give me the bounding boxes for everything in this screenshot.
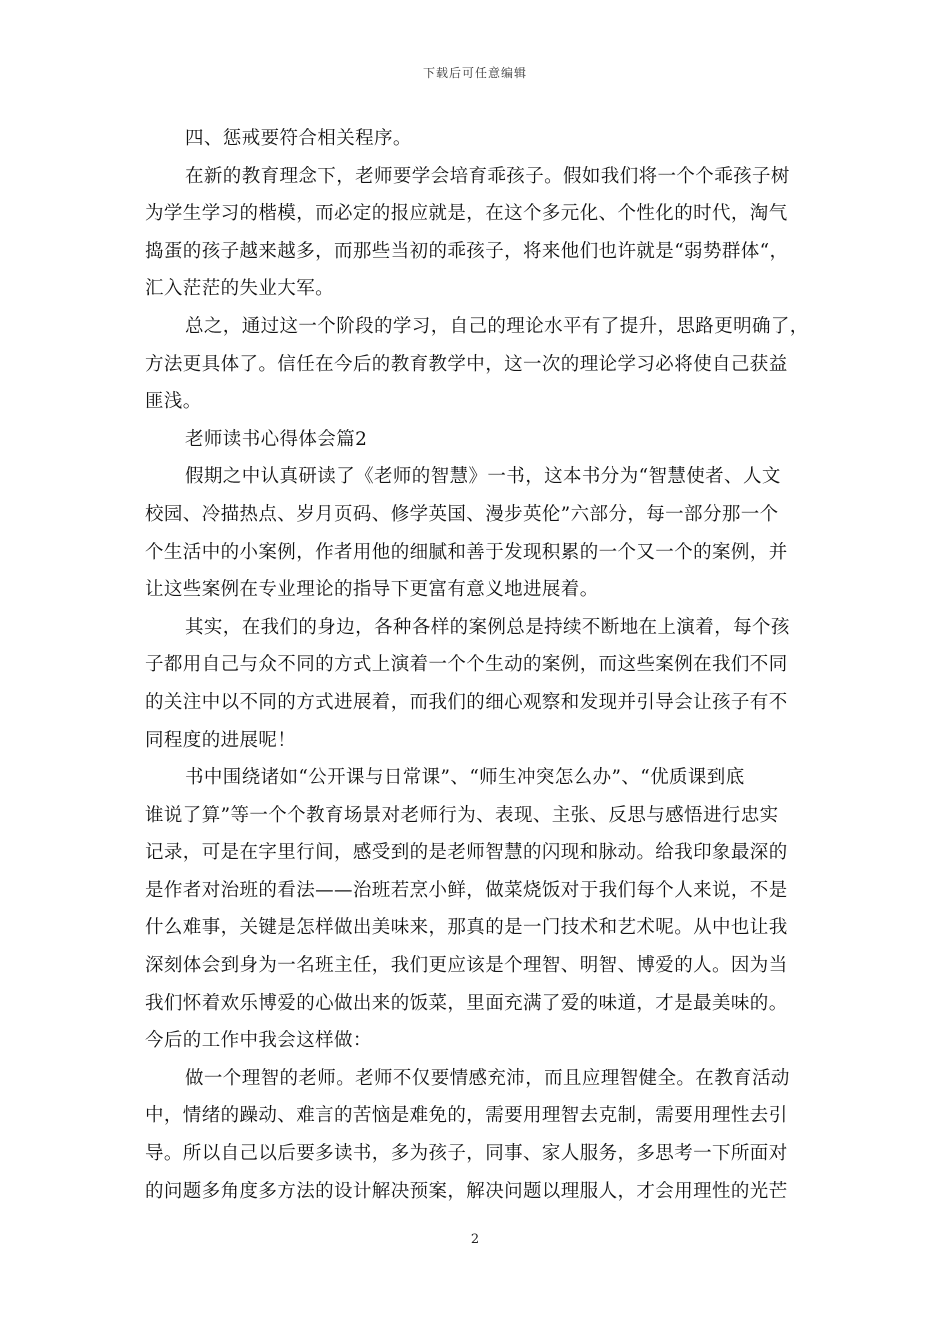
text-line: 什么难事，关键是怎样做出美味来，那真的是一门技术和艺术呢。从中也让我 [145,917,788,939]
text-line: 做一个理智的老师。老师不仅要情感充沛，而且应理智健全。在教育活动 [185,1067,790,1089]
text-line: 汇入茫茫的失业大军。 [145,278,335,300]
text-line: 子都用自己与众不同的方式上演着一个个生动的案例，而这些案例在我们不同 [145,654,788,676]
text-line: 老师读书心得体会篇2 [185,428,368,450]
text-line: 的问题多角度多方法的设计解决预案，解决问题以理服人，才会用理性的光芒 [145,1180,788,1202]
text-line: 我们怀着欢乐博爱的心做出来的饭菜，里面充满了爱的味道，才是最美味的。 [145,992,788,1014]
text-line: 四、惩戒要符合相关程序。 [185,128,412,149]
document-body [145,120,810,1210]
text-line: 书中围绕诸如“公开课与日常课”、“师生冲突怎么办”、“优质课到底 [185,767,745,789]
text-line: 其实，在我们的身边，各种各样的案例总是持续不断地在上演着，每个孩 [185,616,790,638]
text-line: 个生活中的小案例，作者用他的细腻和善于发现积累的一个又一个的案例，并 [145,541,788,563]
text-line: 校园、冷描热点、岁月页码、修学英国、漫步英伦”六部分，每一部分那一个 [145,503,779,525]
page-number: 2 [470,1232,480,1247]
text-line: 总之，通过这一个阶段的学习，自己的理论水平有了提升，思路更明确了， [185,315,809,337]
text-line: 同程度的进展呢！ [145,729,297,751]
text-line: 为学生学习的楷模，而必定的报应就是，在这个多元化、个性化的时代，淘气 [145,203,788,225]
text-line: 在新的教育理念下，老师要学会培育乖孩子。假如我们将一个个乖孩子树 [185,165,790,187]
text-line: 导。所以自己以后要多读书，多为孩子，同事、家人服务，多思考一下所面对 [145,1143,788,1165]
text-line: 谁说了算”等一个个教育场景对老师行为、表现、主张、反思与感悟进行忠实 [145,804,779,826]
text-line: 方法更具体了。信任在今后的教育教学中，这一次的理论学习必将使自己获益 [145,353,788,375]
text-line: 记录，可是在字里行间，感受到的是老师智慧的闪现和脉动。给我印象最深的 [145,842,788,864]
text-line: 让这些案例在专业理论的指导下更富有意义地进展着。 [145,579,599,601]
page-header: 下载后可任意编辑 [422,66,527,80]
text-line: 中，情绪的躁动、难言的苦恼是难免的，需要用理智去克制，需要用理性去引 [145,1105,788,1127]
text-line: 的关注中以不同的方式进展着，而我们的细心观察和发现并引导会让孩子有不 [145,691,788,713]
text-line: 假期之中认真研读了《老师的智慧》一书，这本书分为“智慧使者、人文 [185,466,781,488]
text-line: 深刻体会到身为一名班主任，我们更应该是个理智、明智、博爱的人。因为当 [145,955,788,977]
text-line: 匪浅。 [145,391,202,413]
text-line: 是作者对治班的看法——治班若烹小鲜，做菜烧饭对于我们每个人来说，不是 [145,879,788,901]
text-line: 捣蛋的孩子越来越多，而那些当初的乖孩子，将来他们也许就是“弱势群体“， [145,240,789,262]
text-line: 今后的工作中我会这样做： [145,1030,372,1052]
